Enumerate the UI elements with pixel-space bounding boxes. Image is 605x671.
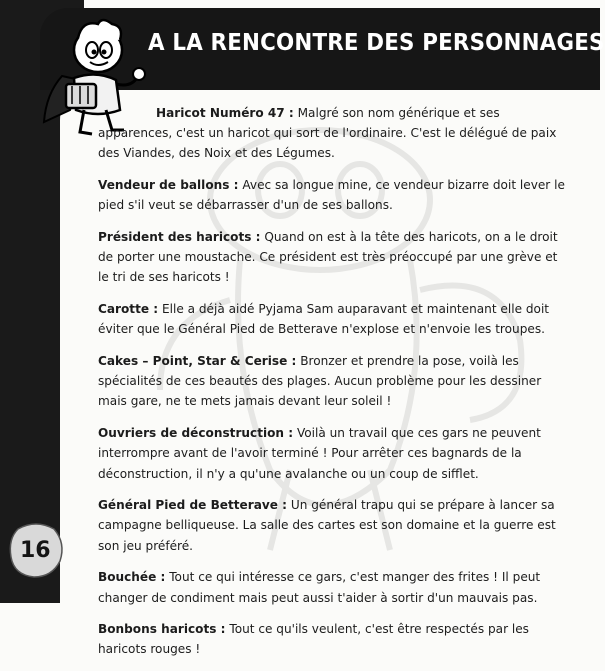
character-entry-carotte [98,299,568,339]
character-name: Bouchée : [98,570,166,585]
character-entry-haricot-47 [98,103,568,164]
character-name: Président des haricots : [98,230,261,245]
character-description: Malgré son nom générique et ses apparences, c'est un haricot qui sort de l'ordinaire. C'est le délégué de paix des Viandes, des Noix et des Légumes. [98,106,557,161]
character-description: Tout ce qui intéresse ce gars, c'est manger des frites ! Il peut changer de condiment mais peut aussi t'aider à sortir d'un mauvais pas. [98,570,541,605]
character-description: Bronzer et prendre la pose, voilà les spécialités de ces beautés des plages. Aucun problème pour les dessiner mais gare, ne te mets jamais devant leur soleil ! [98,354,542,409]
character-list [98,103,568,671]
character-description: Un général trapu qui se prépare à lancer sa campagne belliqueuse. La salle des cartes est son domaine et la guerre est son jeu préféré. [98,498,556,553]
character-name: Bonbons haricots : [98,622,226,637]
character-entry-ouvriers [98,423,568,484]
character-name: Vendeur de ballons : [98,178,239,193]
character-entry-bouchee [98,567,568,607]
character-name: Carotte : [98,302,159,317]
character-description: Avec sa longue mine, ce vendeur bizarre doit lever le pied s'il veut se débarrasser d'un de ses ballons. [98,178,565,213]
character-name: Ouvriers de déconstruction : [98,426,294,441]
page-number: 16 [20,538,51,563]
character-entry-bonbons-haricots [98,619,568,659]
character-name: Haricot Numéro 47 : [156,106,294,120]
character-entry-cakes [98,351,568,412]
character-name: Général Pied de Betterave : [98,498,288,513]
character-description: Voilà un travail que ces gars ne peuvent interrompre avant de l'avoir terminé ! Pour arrêter ces bagnards de la déconstruction, il n'y a qu'une avalanche ou un coup de sifflet. [98,426,541,481]
character-name: Cakes – Point, Star & Cerise : [98,354,297,369]
page-title: A LA RENCONTRE DES PERSONNAGES [148,30,605,56]
character-description: Elle a déjà aidé Pyjama Sam auparavant et maintenant elle doit éviter que le Général Pied de Betterave n'explose et n'envoie les troupes. [98,302,550,337]
character-entry-president-haricots [98,227,568,288]
character-entry-general-pied-betterave [98,495,568,556]
character-entry-vendeur-ballons [98,175,568,215]
character-description: Tout ce qu'ils veulent, c'est être respectés par les haricots rouges ! [98,622,529,657]
character-description: Quand on est à la tête des haricots, on a le droit de porter une moustache. Ce président est très préoccupé par une grève et le tri de ses haricots ! [98,230,558,285]
